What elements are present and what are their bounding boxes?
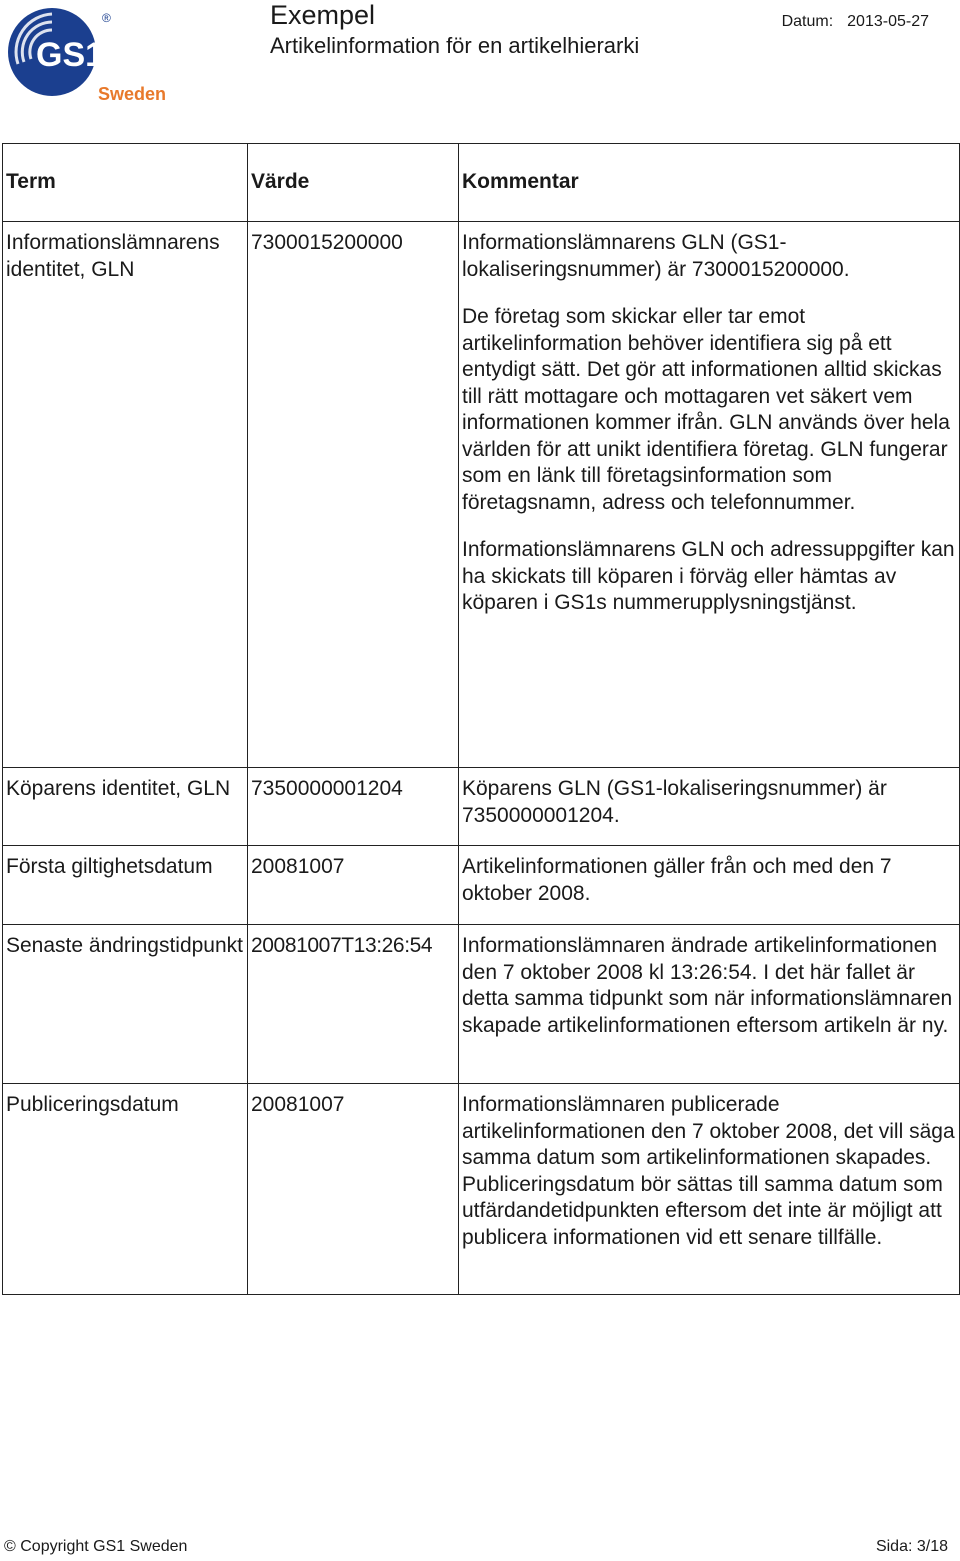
table-row bbox=[3, 1084, 960, 1295]
comment-cell bbox=[459, 1084, 960, 1295]
column-header-term: Term bbox=[3, 144, 248, 222]
logo-gs1-text: GS1 bbox=[36, 36, 105, 74]
article-info-table bbox=[2, 143, 960, 1295]
table-row bbox=[3, 222, 960, 768]
term-cell: Senaste ändringstidpunkt bbox=[3, 925, 248, 1084]
term-cell: Informationslämnarens identitet, GLN bbox=[3, 222, 248, 768]
term-cell: Publiceringsdatum bbox=[3, 1084, 248, 1295]
table-header-row bbox=[3, 144, 960, 222]
page-subtitle: Artikelinformation för en artikelhierarki bbox=[270, 33, 640, 58]
comment-cell bbox=[459, 768, 960, 846]
table-row bbox=[3, 768, 960, 846]
value-cell: 20081007T13:26:54 bbox=[248, 925, 459, 1084]
comment-cell bbox=[459, 222, 960, 768]
footer-page-number: Sida: 3/18 bbox=[875, 1538, 948, 1555]
column-header-comment: Kommentar bbox=[459, 144, 960, 222]
comment-cell bbox=[459, 925, 960, 1084]
comment-paragraph: De företag som skickar eller tar emot artikelinformation behöver identifiera sig på ett entydigt sätt. Det gör att informationen alltid skickas till rätt mottagare och mottagaren vet säkert vem informationen kommer ifrån. GLN används över hela världen för att unikt identifiera företag. GLN fungerar som en länk till företagsinformation som företagsnamn, adress och telefonnummer. bbox=[462, 305, 950, 514]
comment-paragraph: Artikelinformationen gäller från och med den 7 oktober 2008. bbox=[462, 855, 892, 905]
value-cell: 20081007 bbox=[248, 1084, 459, 1295]
page-title: Exempel bbox=[270, 0, 376, 30]
gs1-sweden-logo bbox=[6, 4, 166, 104]
table-row bbox=[3, 925, 960, 1084]
value-cell: 7300015200000 bbox=[248, 222, 459, 768]
date-label: Datum: bbox=[781, 13, 834, 30]
value-cell: 20081007 bbox=[248, 846, 459, 925]
term-cell: Köparens identitet, GLN bbox=[3, 768, 248, 846]
comment-paragraph: Informationslämnarens GLN (GS1-lokaliseringsnummer) är 7300015200000. bbox=[462, 231, 850, 281]
comment-paragraph: Informationslämnaren publicerade artikelinformationen den 7 oktober 2008, det vill säga samma datum som artikelinformationen skapades. Publiceringsdatum bör sättas till samma datum som utfärdandetidpunkten eftersom det inte är möjligt att publicera informationen vid ett senare tillfälle. bbox=[462, 1093, 955, 1249]
column-header-value: Värde bbox=[248, 144, 459, 222]
logo-sweden-text: Sweden bbox=[98, 84, 166, 104]
comment-paragraph: Informationslämnaren ändrade artikelinformationen den 7 oktober 2008 kl 13:26:54. I det här fallet är detta samma tidpunkt som när informationslämnaren skapade artikelinformationen eftersom artikeln är ny. bbox=[462, 934, 953, 1037]
table-row bbox=[3, 846, 960, 925]
comment-cell bbox=[459, 846, 960, 925]
term-cell: Första giltighetsdatum bbox=[3, 846, 248, 925]
document-date bbox=[782, 12, 929, 32]
logo-registered-mark: ® bbox=[102, 11, 111, 25]
comment-paragraph: Informationslämnarens GLN och adressuppgifter kan ha skickats till köparen i förväg eller hämtas av köparen i GS1s nummerupplysningstjänst. bbox=[462, 538, 955, 614]
value-cell: 7350000001204 bbox=[248, 768, 459, 846]
date-value: 2013-05-27 bbox=[847, 13, 929, 30]
gs1-logo-icon bbox=[6, 4, 166, 104]
comment-paragraph: Köparens GLN (GS1-lokaliseringsnummer) är 7350000001204. bbox=[462, 777, 887, 827]
footer-copyright: © Copyright GS1 Sweden bbox=[4, 1538, 188, 1555]
